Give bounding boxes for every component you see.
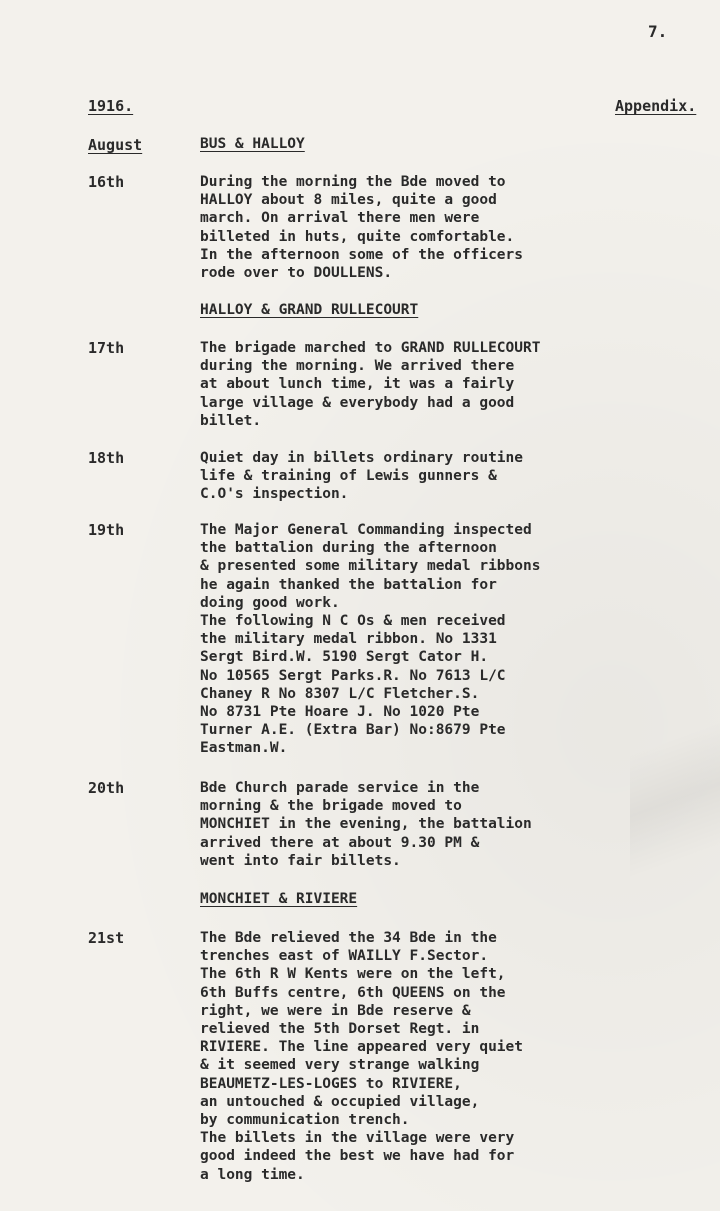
entry-line: MONCHIET in the evening, the battalion [200, 816, 532, 833]
entry-line: The brigade marched to GRAND RULLECOURT [200, 340, 541, 356]
entry-line: good indeed the best we have had for [200, 1148, 515, 1165]
diary-entry [200, 779, 640, 870]
entry-date: 16th [88, 173, 125, 191]
entry-line: arrived there at about 9.30 PM & [200, 834, 480, 851]
paper-crease [630, 500, 720, 1100]
entry-line: large village & everybody had a good [200, 394, 515, 411]
entry-line: Chaney R No 8307 L/C Fletcher.S. [200, 685, 480, 702]
entry-line: BEAUMETZ-LES-LOGES to RIVIERE, [200, 1075, 462, 1092]
entry-line: Turner A.E. (Extra Bar) No:8679 Pte [200, 722, 506, 739]
entry-line: 6th Buffs centre, 6th QUEENS on the [200, 984, 506, 1001]
entry-line: C.O's inspection. [200, 486, 349, 503]
entry-line: relieved the 5th Dorset Regt. in [200, 1021, 480, 1038]
entry-line: right, we were in Bde reserve & [200, 1002, 471, 1019]
entry-line: Bde Church parade service in the [200, 780, 480, 796]
diary-entry [200, 929, 640, 1184]
entry-line: by communication trench. [200, 1112, 410, 1129]
entry-line: The billets in the village were very [200, 1130, 515, 1147]
entry-line: life & training of Lewis gunners & [200, 468, 497, 485]
entry-line: doing good work. [200, 594, 340, 611]
appendix-label: Appendix. [615, 97, 697, 115]
diary-entry [200, 449, 640, 504]
year-heading: 1916. [88, 97, 134, 115]
entry-date: 18th [88, 449, 125, 467]
entry-line: march. On arrival there men were [200, 210, 480, 227]
entry-line: RIVIERE. The line appeared very quiet [200, 1039, 524, 1056]
entry-line: billet. [200, 412, 262, 429]
entry-line: the military medal ribbon. No 1331 [200, 631, 497, 648]
entry-date: 19th [88, 521, 125, 539]
entry-line: The following N C Os & men received [200, 613, 506, 630]
location-heading: MONCHIET & RIVIERE [200, 891, 358, 907]
entry-line: The Major General Commanding inspected [200, 522, 532, 538]
entry-line: Sergt Bird.W. 5190 Sergt Cator H. [200, 649, 489, 666]
entry-line: the battalion during the afternoon [200, 540, 497, 557]
entry-line: trenches east of WAILLY F.Sector. [200, 948, 489, 965]
entry-line: No 8731 Pte Hoare J. No 1020 Pte [200, 704, 480, 721]
entry-line: during the morning. We arrived there [200, 358, 515, 375]
entry-line: In the afternoon some of the officers [200, 246, 524, 263]
entry-line: No 10565 Sergt Parks.R. No 7613 L/C [200, 667, 506, 684]
entry-date: 21st [88, 929, 125, 947]
entry-date: 20th [88, 779, 125, 797]
entry-date: 17th [88, 339, 125, 357]
diary-entry [200, 339, 640, 430]
entry-line: a long time. [200, 1166, 305, 1183]
page-number: 7. [648, 22, 668, 41]
entry-line: rode over to DOULLENS. [200, 265, 393, 282]
entry-line: went into fair billets. [200, 852, 401, 869]
entry-line: at about lunch time, it was a fairly [200, 376, 515, 393]
entry-line: HALLOY about 8 miles, quite a good [200, 192, 497, 209]
entry-line: he again thanked the battalion for [200, 576, 497, 593]
diary-entry [200, 173, 640, 282]
entry-line: The Bde relieved the 34 Bde in the [200, 930, 497, 946]
location-heading: HALLOY & GRAND RULLECOURT [200, 302, 419, 318]
entry-line: an untouched & occupied village, [200, 1093, 480, 1110]
location-heading: BUS & HALLOY [200, 136, 305, 152]
entry-line: Eastman.W. [200, 740, 288, 757]
diary-entry [200, 521, 640, 758]
entry-line: During the morning the Bde moved to [200, 174, 506, 190]
entry-line: The 6th R W Kents were on the left, [200, 966, 506, 983]
entry-line: & it seemed very strange walking [200, 1057, 480, 1074]
entry-line: morning & the brigade moved to [200, 798, 462, 815]
entry-line: Quiet day in billets ordinary routine [200, 450, 524, 466]
month-heading: August [88, 136, 143, 154]
entry-line: & presented some military medal ribbons [200, 558, 541, 575]
entry-line: billeted in huts, quite comfortable. [200, 228, 515, 245]
